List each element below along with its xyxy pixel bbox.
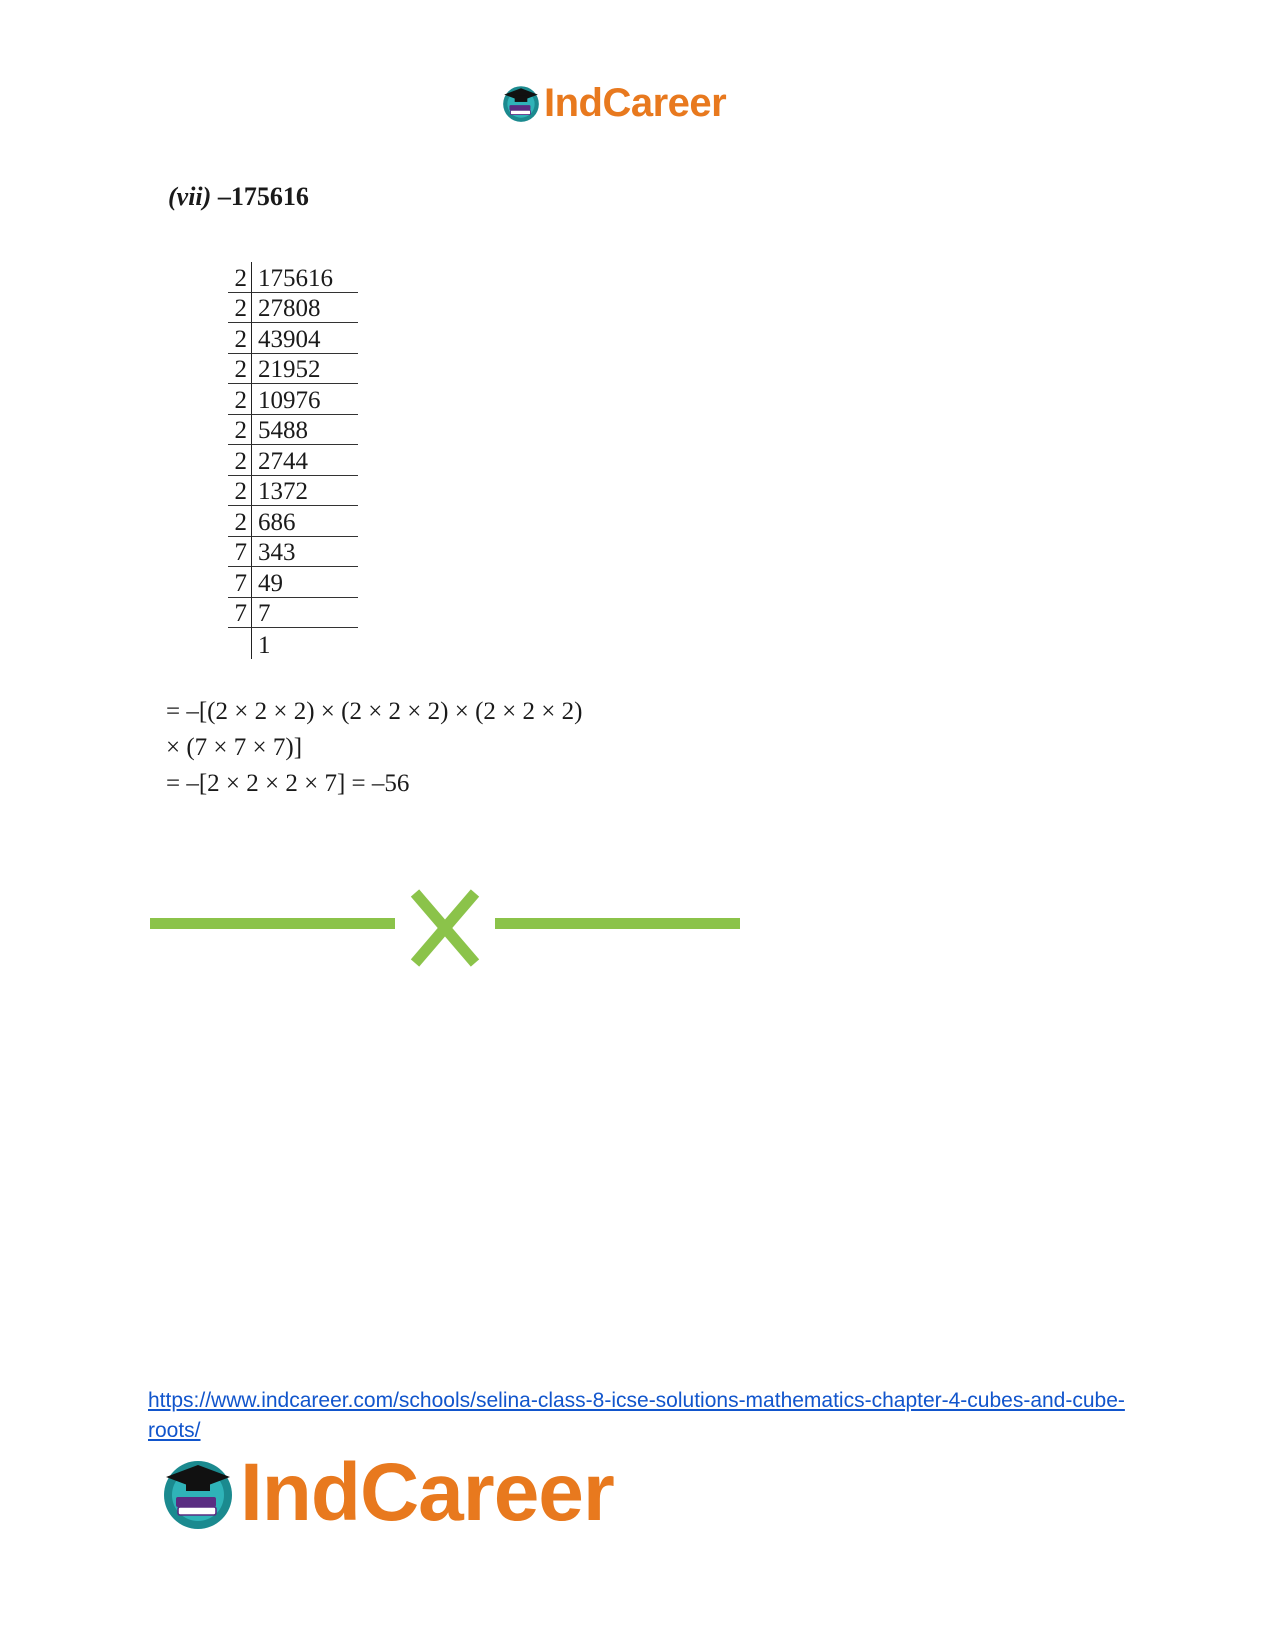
ladder-divisor: 2 bbox=[228, 506, 252, 537]
ladder-row bbox=[228, 445, 358, 476]
graduation-globe-icon bbox=[158, 1453, 238, 1533]
ladder-dividend: 686 bbox=[252, 506, 358, 537]
problem-label bbox=[168, 184, 309, 210]
ladder-dividend: 7 bbox=[252, 598, 358, 629]
ladder-dividend: 343 bbox=[252, 537, 358, 568]
ladder-divisor: 2 bbox=[228, 354, 252, 385]
source-link[interactable]: https://www.indcareer.com/schools/selina-class-8-icse-solutions-mathematics-chapter-4-cubes-and-cube-roots/ bbox=[148, 1389, 1125, 1442]
working-line-2: × (7 × 7 × 7)] bbox=[166, 734, 303, 761]
header-logo bbox=[500, 78, 726, 128]
brand-name-footer: IndCareer bbox=[240, 1447, 614, 1538]
ladder-row bbox=[228, 354, 358, 385]
problem-value: –175616 bbox=[217, 182, 309, 211]
ladder-row bbox=[228, 384, 358, 415]
working-line-1: = –[(2 × 2 × 2) × (2 × 2 × 2) × (2 × 2 × 2) bbox=[166, 698, 583, 725]
ladder-divisor: 2 bbox=[228, 415, 252, 446]
ladder-divisor: 2 bbox=[228, 293, 252, 324]
ladder-divisor: 7 bbox=[228, 567, 252, 598]
ladder-dividend: 5488 bbox=[252, 415, 358, 446]
working-steps bbox=[166, 694, 582, 802]
ladder-dividend: 43904 bbox=[252, 323, 358, 354]
working-line-3: = –[2 × 2 × 2 × 7] = –56 bbox=[166, 770, 410, 797]
prime-factor-ladder bbox=[228, 262, 358, 659]
ladder-row bbox=[228, 567, 358, 598]
ladder-divisor: 2 bbox=[228, 384, 252, 415]
brand-name: IndCareer bbox=[544, 81, 727, 125]
ladder-dividend: 10976 bbox=[252, 384, 358, 415]
ladder-row bbox=[228, 262, 358, 293]
ladder-row bbox=[228, 506, 358, 537]
ladder-dividend: 49 bbox=[252, 567, 358, 598]
cross-divider-icon bbox=[150, 888, 750, 968]
ladder-divisor bbox=[228, 628, 252, 659]
ladder-row bbox=[228, 537, 358, 568]
ladder-row bbox=[228, 598, 358, 629]
ladder-dividend: 27808 bbox=[252, 293, 358, 324]
ladder-dividend: 1372 bbox=[252, 476, 358, 507]
ladder-divisor: 7 bbox=[228, 598, 252, 629]
problem-number: (vii) bbox=[168, 182, 212, 211]
footer-logo bbox=[158, 1447, 614, 1538]
ladder-dividend: 21952 bbox=[252, 354, 358, 385]
ladder-divisor: 7 bbox=[228, 537, 252, 568]
ladder-dividend: 175616 bbox=[252, 262, 358, 293]
ladder-row bbox=[228, 628, 358, 659]
ladder-row bbox=[228, 293, 358, 324]
ladder-row bbox=[228, 323, 358, 354]
ladder-divisor: 2 bbox=[228, 323, 252, 354]
ladder-dividend: 1 bbox=[258, 631, 271, 659]
graduation-globe-icon bbox=[500, 82, 542, 124]
ladder-row bbox=[228, 476, 358, 507]
ladder-row bbox=[228, 415, 358, 446]
ladder-divisor: 2 bbox=[228, 262, 252, 293]
ladder-dividend: 2744 bbox=[252, 445, 358, 476]
ladder-divisor: 2 bbox=[228, 445, 252, 476]
ladder-divisor: 2 bbox=[228, 476, 252, 507]
